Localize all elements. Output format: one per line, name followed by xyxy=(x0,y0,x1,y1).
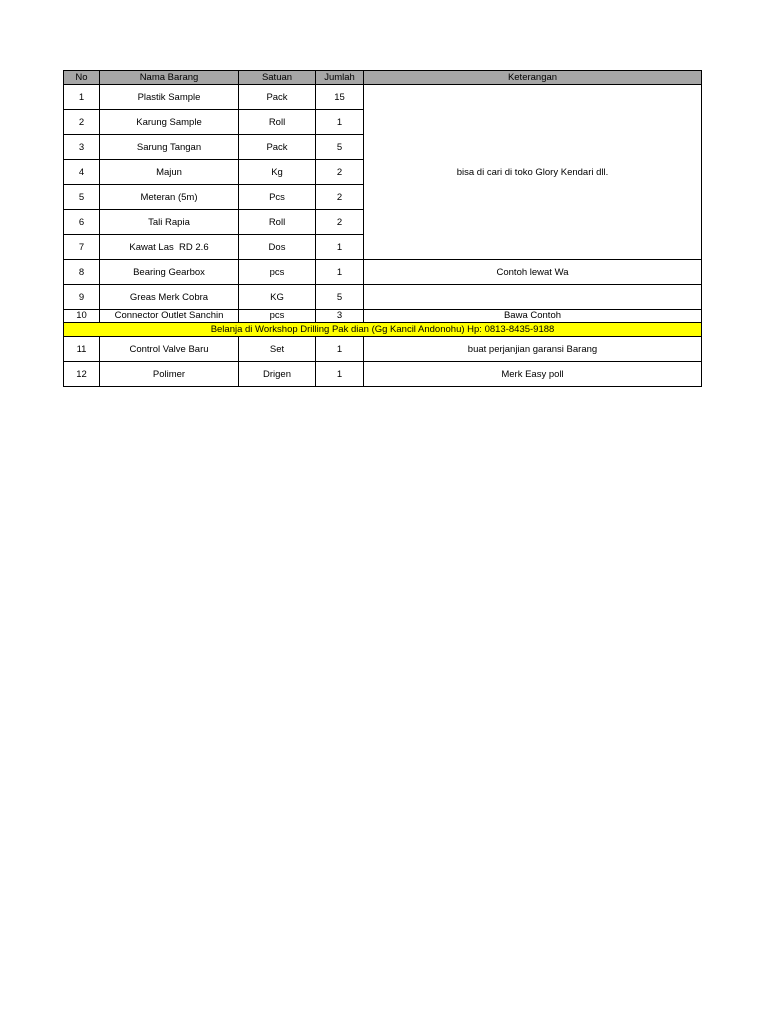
cell-no[interactable]: 8 xyxy=(64,260,100,285)
cell-no[interactable]: 6 xyxy=(64,210,100,235)
cell-jumlah[interactable]: 1 xyxy=(316,235,364,260)
cell-jumlah[interactable]: 3 xyxy=(316,310,364,323)
cell-no[interactable]: 3 xyxy=(64,135,100,160)
cell-no[interactable]: 9 xyxy=(64,285,100,310)
cell-satuan[interactable]: Dos xyxy=(239,235,316,260)
cell-no[interactable]: 7 xyxy=(64,235,100,260)
cell-nama-barang[interactable]: Sarung Tangan xyxy=(100,135,239,160)
cell-nama-barang[interactable]: Plastik Sample xyxy=(100,85,239,110)
spreadsheet-sheet xyxy=(63,70,701,387)
cell-jumlah[interactable]: 5 xyxy=(316,135,364,160)
cell-no[interactable]: 10 xyxy=(64,310,100,323)
cell-satuan[interactable]: pcs xyxy=(239,310,316,323)
cell-keterangan[interactable]: buat perjanjian garansi Barang xyxy=(364,337,702,362)
cell-jumlah[interactable]: 1 xyxy=(316,362,364,387)
item-table xyxy=(63,70,702,387)
cell-keterangan[interactable]: Merk Easy poll xyxy=(364,362,702,387)
cell-jumlah[interactable]: 5 xyxy=(316,285,364,310)
header-nama-barang[interactable]: Nama Barang xyxy=(100,71,239,85)
table-row xyxy=(64,310,702,323)
cell-nama-barang[interactable]: Connector Outlet Sanchin xyxy=(100,310,239,323)
workshop-note-row xyxy=(64,323,702,337)
cell-no[interactable]: 1 xyxy=(64,85,100,110)
cell-satuan[interactable]: Roll xyxy=(239,210,316,235)
cell-no[interactable]: 12 xyxy=(64,362,100,387)
header-jumlah[interactable]: Jumlah xyxy=(316,71,364,85)
table-row xyxy=(64,85,702,110)
cell-keterangan-merged[interactable]: bisa di cari di toko Glory Kendari dll. xyxy=(364,85,702,260)
cell-jumlah[interactable]: 1 xyxy=(316,337,364,362)
cell-nama-barang[interactable]: Karung Sample xyxy=(100,110,239,135)
cell-no[interactable]: 4 xyxy=(64,160,100,185)
cell-no[interactable]: 2 xyxy=(64,110,100,135)
header-no[interactable]: No xyxy=(64,71,100,85)
cell-nama-barang[interactable]: Meteran (5m) xyxy=(100,185,239,210)
cell-jumlah[interactable]: 1 xyxy=(316,110,364,135)
cell-satuan[interactable]: Pcs xyxy=(239,185,316,210)
cell-jumlah[interactable]: 1 xyxy=(316,260,364,285)
workshop-note-cell[interactable]: Belanja di Workshop Drilling Pak dian (Gg Kancil Andonohu) Hp: 0813-8435-9188 xyxy=(64,323,702,337)
cell-keterangan[interactable] xyxy=(364,285,702,310)
cell-satuan[interactable]: pcs xyxy=(239,260,316,285)
cell-jumlah[interactable]: 2 xyxy=(316,185,364,210)
cell-jumlah[interactable]: 15 xyxy=(316,85,364,110)
cell-nama-barang[interactable]: Tali Rapia xyxy=(100,210,239,235)
cell-satuan[interactable]: Pack xyxy=(239,135,316,160)
cell-satuan[interactable]: Roll xyxy=(239,110,316,135)
header-satuan[interactable]: Satuan xyxy=(239,71,316,85)
cell-nama-barang[interactable]: Majun xyxy=(100,160,239,185)
cell-keterangan[interactable]: Bawa Contoh xyxy=(364,310,702,323)
cell-satuan[interactable]: Kg xyxy=(239,160,316,185)
cell-nama-barang[interactable]: Polimer xyxy=(100,362,239,387)
cell-nama-barang[interactable]: Kawat Las RD 2.6 xyxy=(100,235,239,260)
table-row xyxy=(64,362,702,387)
table-row xyxy=(64,285,702,310)
table-row xyxy=(64,260,702,285)
cell-keterangan[interactable]: Contoh lewat Wa xyxy=(364,260,702,285)
cell-jumlah[interactable]: 2 xyxy=(316,160,364,185)
cell-no[interactable]: 11 xyxy=(64,337,100,362)
cell-nama-barang[interactable]: Bearing Gearbox xyxy=(100,260,239,285)
header-row xyxy=(64,71,702,85)
cell-satuan[interactable]: Set xyxy=(239,337,316,362)
table-row xyxy=(64,337,702,362)
cell-satuan[interactable]: KG xyxy=(239,285,316,310)
header-keterangan[interactable]: Keterangan xyxy=(364,71,702,85)
cell-jumlah[interactable]: 2 xyxy=(316,210,364,235)
cell-nama-barang[interactable]: Greas Merk Cobra xyxy=(100,285,239,310)
cell-nama-barang[interactable]: Control Valve Baru xyxy=(100,337,239,362)
cell-no[interactable]: 5 xyxy=(64,185,100,210)
cell-satuan[interactable]: Drigen xyxy=(239,362,316,387)
cell-satuan[interactable]: Pack xyxy=(239,85,316,110)
